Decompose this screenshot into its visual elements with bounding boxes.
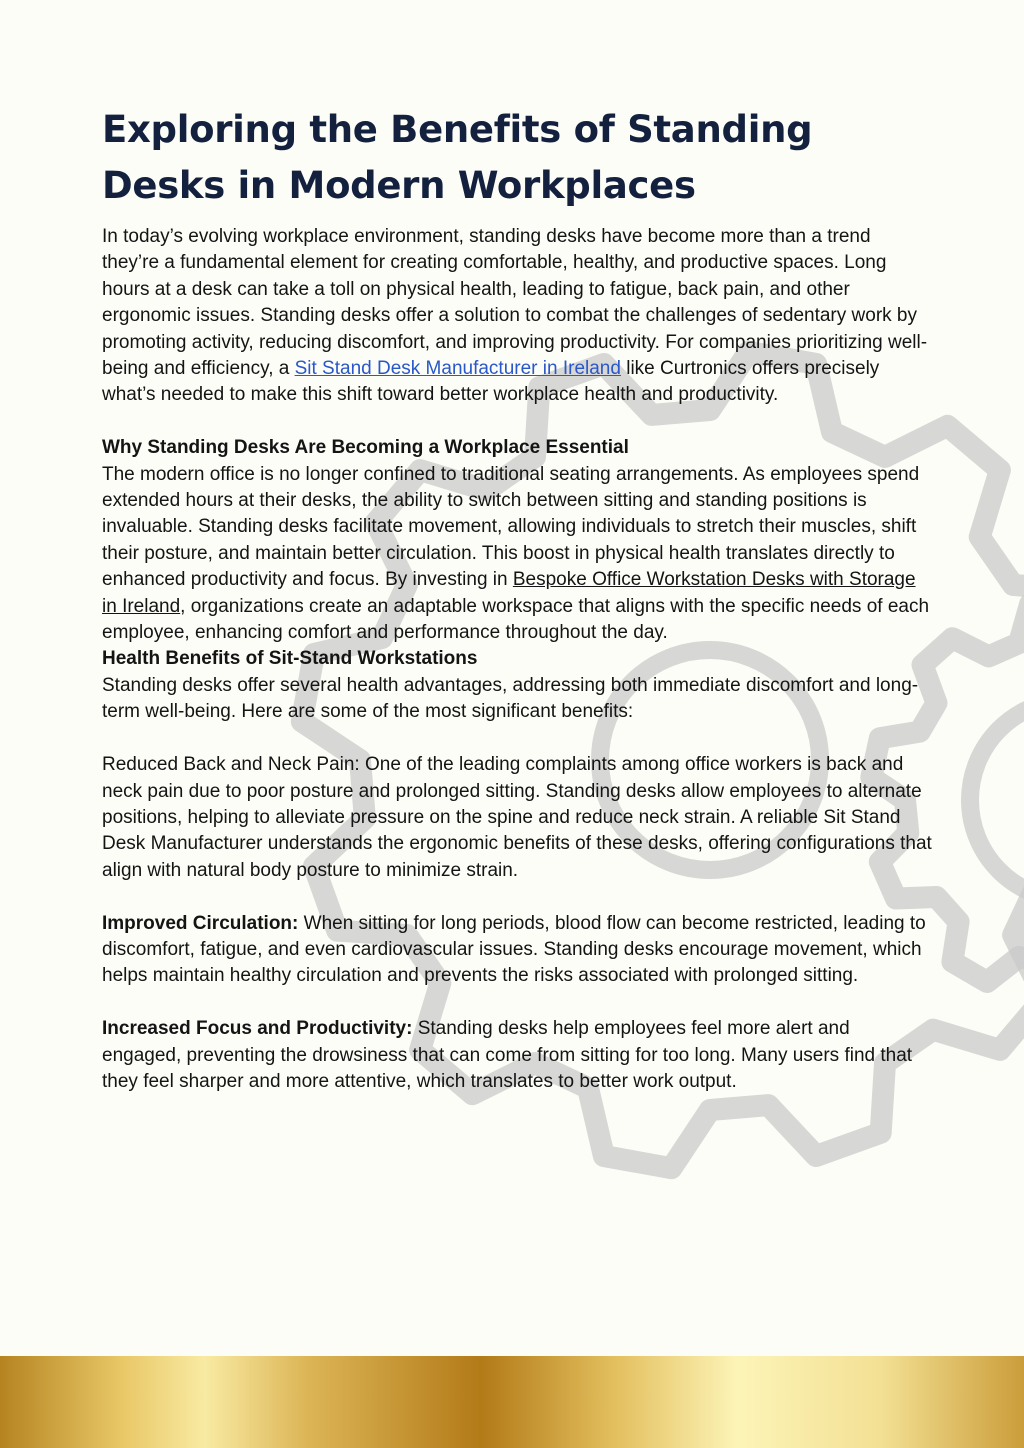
sit-stand-desk-link[interactable]: Sit Stand Desk Manufacturer in Ireland <box>294 358 621 380</box>
workplace-essential-paragraph: The modern office is no longer confined to traditional seating arrangements. As employees spend extended hours at their desks, the ability to switch between sitting and standing positions is invaluable. Standing desks facilitate movement, allowing individuals to stretch their muscles, shift their posture, and maintain better circulation. This boost in physical health translates directly to enhanced productivity and focus. By investing in Bespoke Office Workstation Desks with Storage in Ireland, organizations create an adaptable workspace that aligns with the specific needs of each employee, enhancing comfort and performance throughout the day. <box>102 463 930 644</box>
gold-footer-bar <box>0 1356 1024 1448</box>
section-heading-health-benefits: Health Benefits of Sit-Stand Workstations <box>102 648 478 670</box>
section-heading-workplace-essential: Why Standing Desks Are Becoming a Workplace Essential <box>102 437 629 459</box>
benefit-focus-productivity: Increased Focus and Productivity: Standing desks help employees feel more alert and engaged, preventing the drowsiness that can come from sitting for too long. Many users find that they feel sharper and more attentive, which translates to better work output. <box>102 1018 913 1092</box>
benefit-back-neck-pain: Reduced Back and Neck Pain: One of the leading complaints among office workers is back and neck pain due to poor posture and prolonged sitting. Standing desks allow employees to alternate positions, helping to alleviate pressure on the spine and reduce neck strain. A reliable Sit Stand Desk Manufacturer understands the ergonomic benefits of these desks, offering configurations that align with natural body posture to minimize strain. <box>102 754 932 881</box>
benefit-circulation: Improved Circulation: When sitting for long periods, blood flow can become restricted, leading to discomfort, fatigue, and even cardiovascular issues. Standing desks encourage movement, which helps maintain healthy circulation and prevents the risks associated with prolonged sitting. <box>102 912 926 987</box>
bespoke-workstation-link[interactable]: Bespoke Office Workstation Desks with Storage in Ireland <box>102 569 916 617</box>
gear-hub-icon <box>970 700 1024 900</box>
document-body <box>102 102 932 1095</box>
health-benefits-paragraph: Standing desks offer several health advantages, addressing both immediate discomfort and long-term well-being. Here are some of the most significant benefits: <box>102 674 919 723</box>
intro-paragraph: In today’s evolving workplace environment, standing desks have become more than a trend they’re a fundamental element for creating comfortable, healthy, and productive spaces. Long hours at a desk can take a toll on physical health, leading to fatigue, back pain, and other ergonomic issues. Standing desks offer a solution to combat the challenges of sedentary work by promoting activity, reducing discomfort, and improving productivity. For companies prioritizing well-being and efficiency, a Sit Stand Desk Manufacturer in Ireland like Curtronics offers precisely what’s needed to make this shift toward better workplace health and productivity. <box>102 226 928 406</box>
page-title: Exploring the Benefits of Standing Desks in Modern Workplaces <box>102 108 813 207</box>
